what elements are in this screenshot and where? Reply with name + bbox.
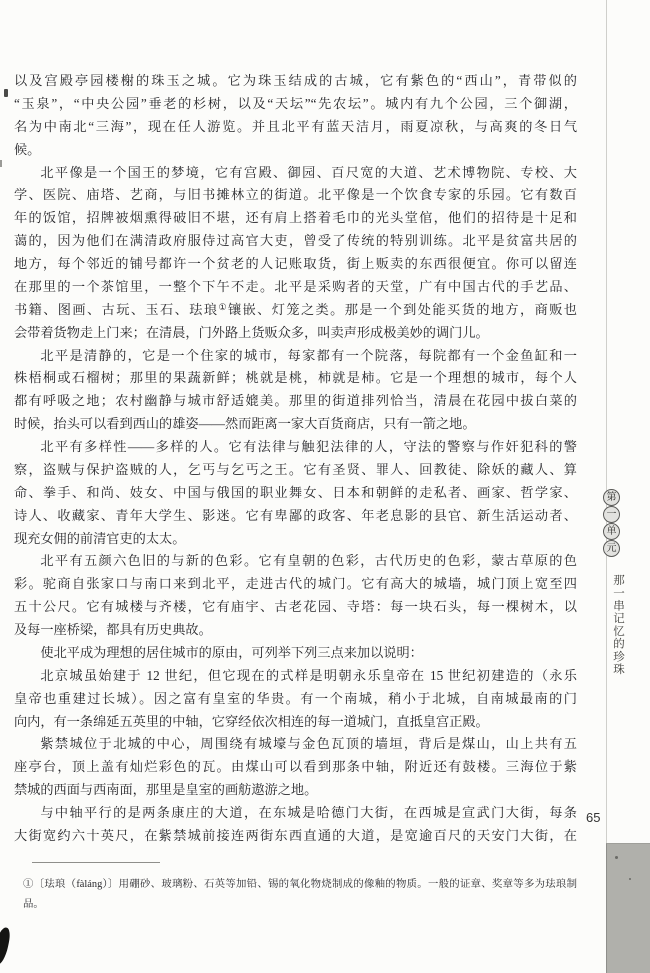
text-line: 与中轴平行的是两条康庄的大道，在东城是哈德门大街，在西城是宣武门大街，每条 (40, 805, 577, 820)
text-line: 皇帝也重建过长城）。因之富有皇室的华贵。有一个南城，稍小于北城，自南城最南的门 (14, 690, 577, 706)
unit-badge-circle: 一 (603, 506, 620, 523)
text-line: 蔼的，因为他们在满清政府服侍过高官大吏，曾受了传统的特别训练。北平是贫富共居的 (14, 233, 577, 249)
text-line: 北平有五颜六色旧的与新的色彩。它有皇朝的色彩，古代历史的色彩，蒙古草原的色 (40, 553, 577, 569)
text-line: 命、拳手、和尚、妓女、中国与俄国的职业舞女、日本和朝鲜的走私者、画家、哲学家、 (14, 484, 577, 500)
text-line: 现充女佣的前清官吏的太太。 (14, 530, 186, 546)
scan-speck (615, 856, 618, 859)
text-line: 察，盗贼与保护盗贼的人，乞丐与乞丐之王。它有圣贤、罪人、回教徒、除妖的藏人、算 (14, 461, 577, 477)
text-line: 及每一座桥梁，都具有历史典故。 (14, 622, 212, 637)
text-line: 北平有多样性——多样的人。它有法律与触犯法律的人，守法的警察与作奸犯科的警 (40, 439, 577, 454)
text-line: 在那里的一个茶馆里，一整个下午不走。北平是采购者的天堂，广有中国古代的手艺品、 (14, 278, 577, 294)
text-line: 座亭台，顶上盖有灿烂彩色的瓦。由煤山可以看到那条中轴，附近还有鼓楼。三海位于紫 (14, 759, 577, 775)
scan-artifact-blob (0, 926, 12, 966)
text-line: 学、医院、庙塔、艺商，与旧书摊林立的街道。北平像是一个饮食专家的乐园。它有数百 (14, 187, 577, 203)
scan-artifact-mark (0, 160, 2, 167)
text-line: 北京城虽始建于 12 世纪，但它现在的式样是明朝永乐皇帝在 15 世纪初建造的（永乐 (40, 667, 577, 683)
footnote-divider (32, 862, 160, 863)
text-line: 使北平成为理想的居住城市的原由，可列举下列三点来加以说明： (40, 644, 423, 660)
text-line: 候。 (14, 141, 41, 157)
text-line: 北平像是一个国王的梦境，它有宫殿、御园、百尺宽的大道、艺术博物院、专校、大 (40, 164, 577, 180)
text-line: 名为中南北“三海”，现在任人游览。并且北平有蓝天洁月，雨夏凉秋，与高爽的冬日气 (14, 118, 577, 134)
paragraph (14, 436, 577, 550)
text-line: 向内，有一条绵延五英里的中轴，它穿经依次相连的每一道城门，直抵皇宫正殿。 (14, 713, 489, 729)
text-line: 诗人、收藏家、青年大学生、影迷。它有卑鄙的政客、年老息影的县官、新生活运动者、 (14, 507, 577, 523)
next-page-edge (606, 843, 650, 973)
footnote (23, 875, 577, 915)
text-line: 以及宫殿亭园楼榭的珠玉之城。它为珠玉结成的古城，它有紫色的“西山”，青带似的 (14, 73, 577, 88)
text-line: 大街宽约六十英尺，在紫禁城前接连两街东西直通的大道，是宽逾百尺的天安门大街，在 (14, 827, 577, 843)
spine-line (606, 0, 607, 973)
unit-badge-circle: 单 (603, 523, 620, 540)
footnote-reference: ① (218, 301, 228, 312)
paragraph (14, 345, 577, 437)
paragraph (14, 665, 577, 734)
paragraph (14, 70, 577, 162)
text-line: 会带着货物走上门来；在清晨，门外路上货贩众多，叫卖声形成极美妙的调门儿。 (14, 324, 489, 340)
page-number: 65 (586, 810, 601, 825)
text-line: 禁城的西面与西南面，那里是皇室的画舫遨游之地。 (14, 782, 318, 798)
paragraph (14, 802, 577, 848)
unit-badge-circle: 元 (603, 540, 620, 557)
text-line: 年的饭馆，招牌被烟熏得破旧不堪，还有肩上搭着毛巾的光头堂倌，他们的招待是十足和 (14, 210, 577, 226)
text-line: 时候，抬头可以看到西山的雄姿——然而距离一家大百货商店，只有一箭之地。 (14, 416, 476, 432)
unit-title: 那一串记忆的珍珠 (612, 574, 624, 676)
text-line: 都有呼吸之地；农村幽静与城市舒适媲美。那里的街道排列恰当，清晨在花园中拔白菜的 (14, 393, 577, 409)
unit-badge-circle: 第 (603, 489, 620, 506)
text-line: 五十公尺。它有城楼与齐楼，它有庙宇、古老花园、寺塔：每一块石头，每一棵树木，以 (14, 599, 577, 615)
paragraph (14, 733, 577, 802)
paragraph (14, 162, 577, 345)
unit-badge (603, 489, 620, 557)
footnote-line: 品。 (23, 899, 44, 910)
scan-artifact-mark (4, 89, 8, 97)
text-line: 株梧桐或石榴树；那里的果蔬新鲜；桃就是桃，柿就是柿。它是一个理想的城市，每个人 (14, 370, 577, 386)
footnote-line: ①〔珐琅（fàláng）〕用硼砂、玻璃粉、石英等加铅、锡的氧化物烧制成的像釉的物质。一般的证章、奖章等多为珐琅制 (23, 879, 577, 890)
text-line: 紫禁城位于北城的中心，周围绕有城壕与金色瓦顶的墙垣，背后是煤山，山上共有五 (40, 736, 577, 752)
text-line: 书籍、图画、古玩、玉石、珐琅①镶嵌、灯笼之类。那是一个到处能买货的地方，商贩也 (14, 301, 577, 317)
paragraph (14, 550, 577, 642)
text-line: “玉泉”，“中央公园”垂老的杉树，以及“天坛”“先农坛”。城内有九个公园，三个御湖， (14, 95, 577, 111)
text-line: 彩。驼商自张家口与南口来到北平，走进古代的城门。它有高大的城墙，城门顶上宽至四 (14, 576, 577, 592)
paragraph (14, 642, 577, 665)
text-line: 北平是清静的，它是一个住家的城市，每家都有一个院落，每院都有一个金鱼缸和一 (40, 347, 577, 363)
scan-speck (629, 878, 631, 880)
text-line: 地方，每个邻近的铺号都许一个贫老的人记账取货，街上贩卖的东西很便宜。你可以留连 (14, 256, 577, 271)
main-text (14, 70, 577, 848)
